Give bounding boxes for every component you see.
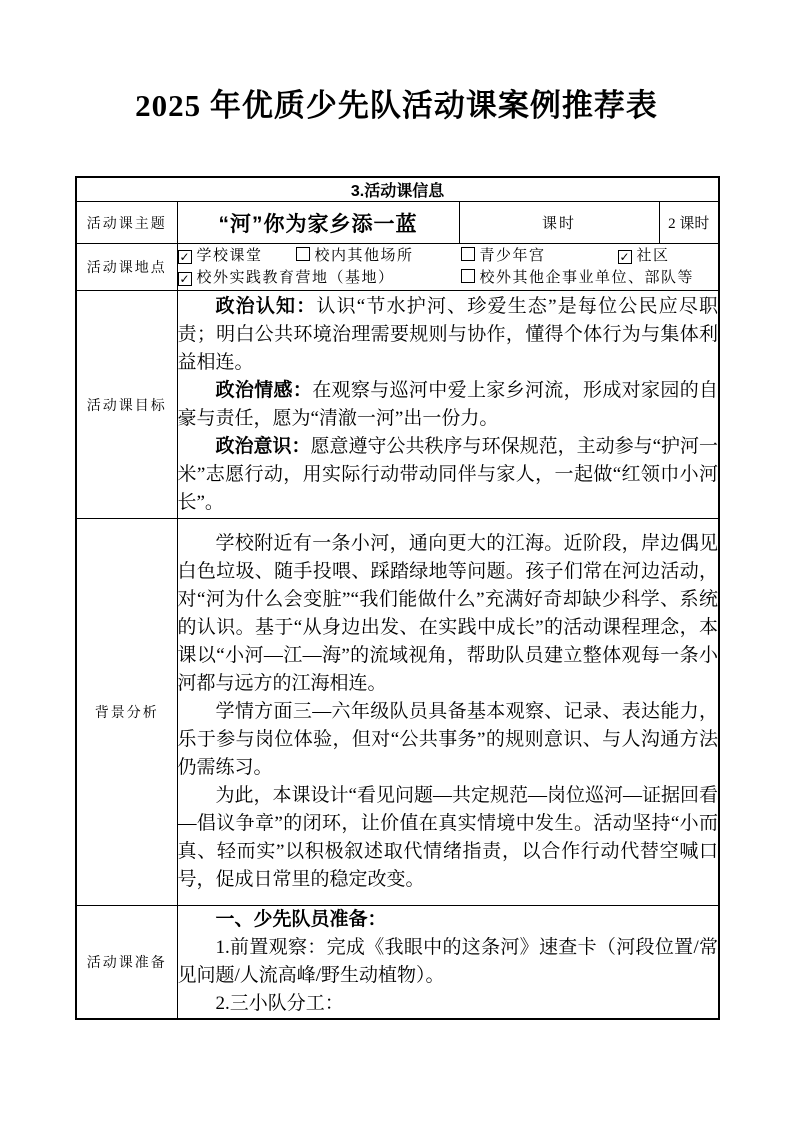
goal-lead: 政治认知： xyxy=(215,295,317,317)
check-mark: ✓ xyxy=(179,250,190,264)
theme-row xyxy=(76,202,719,244)
goals-label-cell: 活动课目标 xyxy=(76,291,177,519)
checkbox-label: 校内其他场所 xyxy=(314,248,414,264)
location-label-cell: 活动课地点 xyxy=(76,244,177,291)
background-row xyxy=(76,519,719,906)
checkbox-option-other-school-place xyxy=(296,245,461,267)
location-options-line1 xyxy=(178,245,719,267)
checkbox-label: 校外其他企事业单位、部队等 xyxy=(479,270,695,286)
goal-paragraph xyxy=(178,293,719,377)
goal-lead: 政治情感： xyxy=(215,379,313,401)
theme-label-cell: 活动课主题 xyxy=(76,202,177,244)
background-paragraph: 学校附近有一条小河，通向更大的江海。近阶段，岸边偶见白色垃圾、随手投喂、踩踏绿地等问题。孩子们常在河边活动，对“河为什么会变脏”“我们能做什么”充满好奇却缺少科学、系统的认识。基于“从身边出发、在实践中成长”的活动课程理念，本课以“小河—江—海”的流域视角，帮助队员建立整体观每一条小河都与远方的江海相连。 xyxy=(177,533,719,694)
checkbox-icon xyxy=(618,250,632,264)
checkbox-option-other-units xyxy=(461,267,695,289)
checkbox-label: 校外实践教育营地（基地） xyxy=(196,270,395,286)
check-mark: ✓ xyxy=(619,250,630,264)
goal-paragraph xyxy=(178,433,719,517)
checkbox-icon xyxy=(178,272,192,286)
checkbox-label: 社区 xyxy=(636,248,670,264)
background-label-cell: 背景分析 xyxy=(76,519,177,906)
location-row xyxy=(76,244,719,291)
prep-item: 2.三小队分工： xyxy=(215,993,344,1014)
page-title: 2025 年优质少先队活动课案例推荐表 xyxy=(135,88,658,123)
goal-text: 愿意遵守公共秩序与环保规范，主动参与“护河一米”志愿行动，用实际行动带动同伴与家人，一起做“红领巾小河长”。 xyxy=(177,435,719,513)
goal-text: 认识“节水护河、珍爱生态”是每位公民应尽职责；明白公共环境治理需要规则与协作，懂得个体行为与集体利益相连。 xyxy=(177,295,719,373)
goal-text: 在观察与巡河中爱上家乡河流，形成对家园的自豪与责任，愿为“清澈一河”出一份力。 xyxy=(177,379,719,429)
background-paragraph: 学情方面三—六年级队员具备基本观察、记录、表达能力，乐于参与岗位体验，但对“公共事务”的规则意识、与人沟通方法仍需练习。 xyxy=(177,701,719,778)
goals-row xyxy=(76,291,719,519)
checkbox-icon xyxy=(461,247,475,261)
goal-paragraph xyxy=(178,377,719,433)
checkbox-label: 学校课堂 xyxy=(196,248,263,264)
goals-content-cell xyxy=(177,291,719,519)
prep-heading: 一、少先队员准备： xyxy=(215,909,387,930)
activity-info-table xyxy=(75,176,720,1020)
check-mark: ✓ xyxy=(179,272,190,286)
checkbox-icon xyxy=(178,250,192,264)
checkbox-option-youth-palace xyxy=(461,245,618,267)
section-header: 3.活动课信息 xyxy=(76,177,719,202)
checkbox-option-community xyxy=(618,245,670,267)
background-content-cell xyxy=(177,519,719,906)
theme-value-cell: “河”你为家乡添一蓝 xyxy=(177,202,459,244)
prep-row xyxy=(76,906,719,1020)
prep-label-cell: 活动课准备 xyxy=(76,906,177,1020)
location-options-line2 xyxy=(178,267,719,289)
prep-content-cell xyxy=(177,906,719,1020)
prep-item: 1.前置观察：完成《我眼中的这条河》速查卡（河段位置/常见问题/人流高峰/野生动植物）。 xyxy=(177,937,719,986)
checkbox-option-offcampus-base xyxy=(178,267,461,289)
checkbox-icon xyxy=(296,247,310,261)
location-options-cell xyxy=(177,244,719,291)
background-paragraph: 为此，本课设计“看见问题—共定规范—岗位巡河—证据回看—倡议争章”的闭环，让价值在真实情境中发生。活动坚持“小而真、轻而实”以积极叙述取代情绪指责，以合作行动代替空喊口号，促成日常里的稳定改变。 xyxy=(177,785,719,890)
checkbox-label: 青少年宫 xyxy=(479,248,546,264)
period-value-cell: 2 课时 xyxy=(659,202,719,244)
goal-lead: 政治意识： xyxy=(215,435,311,457)
period-label-cell: 课时 xyxy=(459,202,659,244)
checkbox-option-school-classroom xyxy=(178,245,296,267)
section-header-row xyxy=(76,177,719,202)
checkbox-icon xyxy=(461,269,475,283)
